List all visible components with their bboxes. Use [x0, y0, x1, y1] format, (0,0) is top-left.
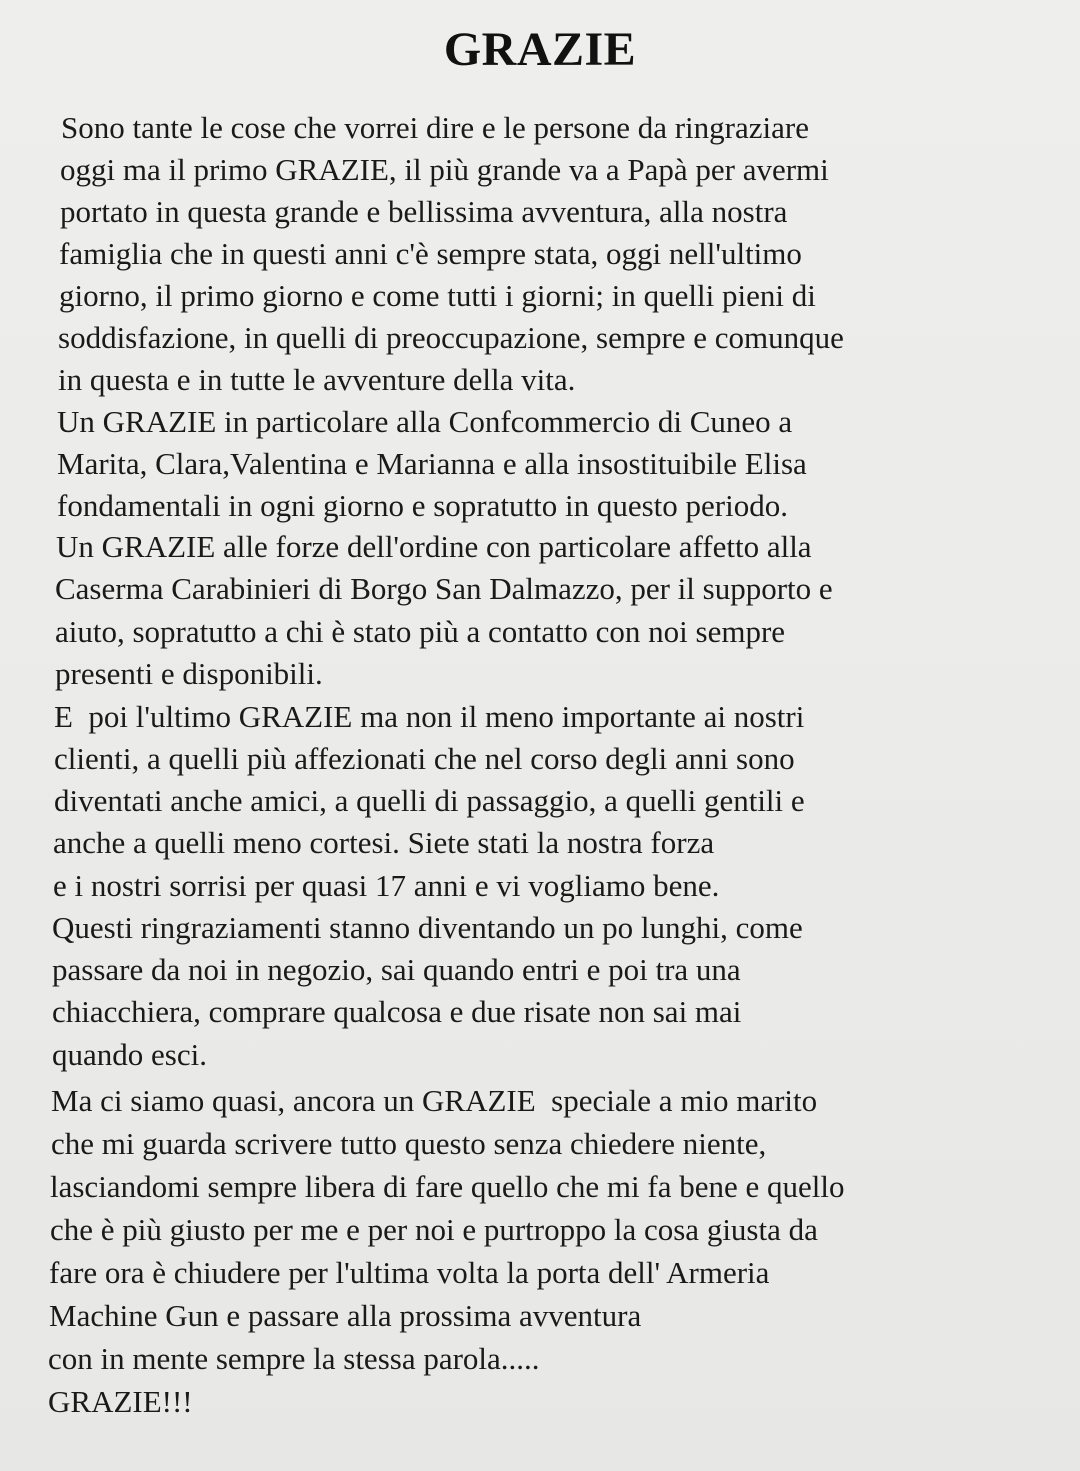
- letter-line: e i nostri sorrisi per quasi 17 anni e vi vogliamo bene.: [53, 868, 720, 903]
- letter-line: che è più giusto per me e per noi e purtroppo la cosa giusta da: [50, 1212, 818, 1247]
- letter-line: giorno, il primo giorno e come tutti i giorni; in quelli pieni di: [59, 278, 816, 313]
- letter-line: GRAZIE!!!: [48, 1384, 193, 1419]
- letter-line: Un GRAZIE alle forze dell'ordine con particolare affetto alla: [56, 529, 812, 564]
- letter-line: Un GRAZIE in particolare alla Confcommercio di Cuneo a: [57, 404, 793, 439]
- letter-line: Questi ringraziamenti stanno diventando un po lunghi, come: [52, 910, 803, 945]
- letter-line: portato in questa grande e bellissima avventura, alla nostra: [60, 194, 788, 229]
- letter-line: famiglia che in questi anni c'è sempre stata, oggi nell'ultimo: [59, 236, 802, 271]
- letter-line: diventati anche amici, a quelli di passaggio, a quelli gentili e: [54, 783, 805, 818]
- letter-line: quando esci.: [52, 1037, 207, 1072]
- letter-title: GRAZIE: [443, 23, 637, 76]
- letter-line: oggi ma il primo GRAZIE, il più grande va a Papà per avermi: [60, 152, 829, 187]
- letter-line: aiuto, sopratutto a chi è stato più a contatto con noi sempre: [55, 614, 786, 649]
- letter-line: lasciandomi sempre libera di fare quello che mi fa bene e quello: [50, 1169, 845, 1204]
- letter-line: fondamentali in ogni giorno e sopratutto in questo periodo.: [57, 488, 788, 523]
- letter-line: anche a quelli meno cortesi. Siete stati la nostra forza: [53, 825, 715, 860]
- letter-line: chiacchiera, comprare qualcosa e due risate non sai mai: [52, 994, 742, 1029]
- letter-line: clienti, a quelli più affezionati che nel corso degli anni sono: [54, 741, 795, 776]
- letter-line: E poi l'ultimo GRAZIE ma non il meno importante ai nostri: [54, 699, 805, 734]
- letter-line: soddisfazione, in quelli di preoccupazione, sempre e comunque: [58, 320, 844, 355]
- letter-line: Caserma Carabinieri di Borgo San Dalmazzo, per il supporto e: [55, 571, 833, 606]
- letter-line: con in mente sempre la stessa parola.....: [48, 1341, 540, 1376]
- letter-line: Ma ci siamo quasi, ancora un GRAZIE speciale a mio marito: [51, 1083, 818, 1118]
- letter-line: passare da noi in negozio, sai quando entri e poi tra una: [52, 952, 741, 987]
- letter-line: Marita, Clara,Valentina e Marianna e alla insostituibile Elisa: [57, 446, 807, 481]
- letter-line: Sono tante le cose che vorrei dire e le persone da ringraziare: [61, 110, 809, 145]
- letter-line: che mi guarda scrivere tutto questo senza chiedere niente,: [51, 1126, 767, 1161]
- letter-line: Machine Gun e passare alla prossima avventura: [49, 1298, 642, 1333]
- letter-line: fare ora è chiudere per l'ultima volta la porta dell' Armeria: [49, 1255, 770, 1290]
- letter-line: in questa e in tutte le avventure della vita.: [58, 362, 576, 397]
- letter-line: presenti e disponibili.: [55, 656, 323, 691]
